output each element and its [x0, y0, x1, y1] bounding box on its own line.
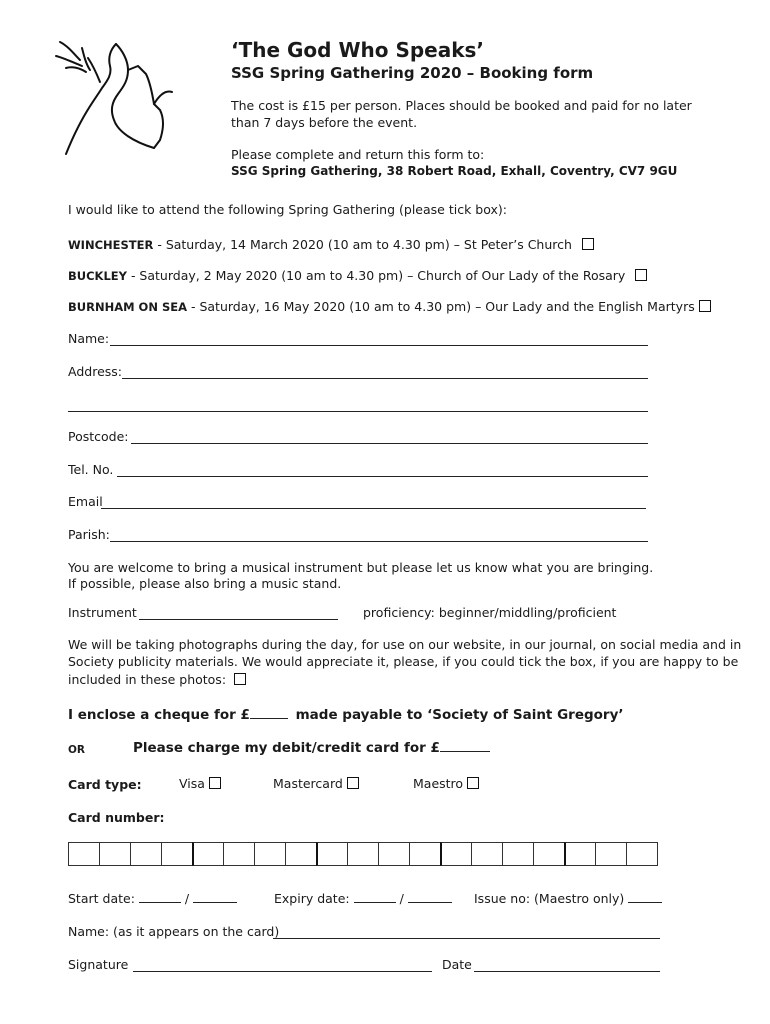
parish-label: Parish: [68, 527, 110, 542]
card-digit-cell[interactable] [99, 842, 131, 866]
photos-text-line3 [68, 672, 246, 687]
start-date-month-field[interactable] [139, 892, 181, 903]
expiry-date-row: Expiry date: / [274, 891, 452, 906]
photo-consent-checkbox[interactable] [234, 673, 246, 685]
maestro-option [413, 776, 479, 791]
ssg-logo-illustration [52, 36, 180, 160]
card-digit-cell[interactable] [595, 842, 627, 866]
card-digit-cell[interactable] [471, 842, 503, 866]
visa-option [179, 776, 221, 791]
email-label: Email [68, 494, 103, 509]
event-place: BUCKLEY [68, 269, 127, 283]
return-instruction: Please complete and return this form to: [231, 147, 485, 162]
photos-text-line1: We will be taking photographs during the day, for use on our website, in our journal, on social media and in [68, 637, 742, 652]
card-digit-cell[interactable] [564, 842, 596, 866]
event-winchester [68, 237, 594, 252]
proficiency-text: proficiency: beginner/middling/proficient [363, 605, 617, 620]
photos-text-line2: Society publicity materials. We would appreciate it, please, if you could tick the box, if you are happy to be [68, 654, 739, 669]
parish-field[interactable] [110, 541, 648, 542]
form-title: ‘The God Who Speaks’ [231, 38, 485, 62]
visa-checkbox[interactable] [209, 777, 221, 789]
visa-label: Visa [179, 776, 205, 791]
cheque-prefix: I enclose a cheque for £ [68, 707, 250, 723]
return-address: SSG Spring Gathering, 38 Robert Road, Exhall, Coventry, CV7 9GU [231, 164, 678, 178]
card-charge-line [133, 740, 490, 756]
postcode-label: Postcode: [68, 429, 129, 444]
event-details: - Saturday, 2 May 2020 (10 am to 4.30 pm) – Church of Our Lady of the Rosary [126, 268, 626, 283]
card-amount-field[interactable] [440, 741, 490, 752]
instrument-label: Instrument [68, 605, 137, 620]
card-digit-cell[interactable] [533, 842, 565, 866]
maestro-checkbox[interactable] [467, 777, 479, 789]
card-digit-cell[interactable] [68, 842, 100, 866]
card-digit-cell[interactable] [378, 842, 410, 866]
buckley-checkbox[interactable] [635, 269, 647, 281]
expiry-date-label: Expiry date: [274, 891, 350, 906]
card-digit-cell[interactable] [440, 842, 472, 866]
card-digit-cell[interactable] [130, 842, 162, 866]
card-number-grid [68, 842, 658, 866]
name-on-card-label: Name: (as it appears on the card) [68, 924, 280, 939]
postcode-field[interactable] [131, 443, 648, 444]
cheque-amount-field[interactable] [250, 708, 288, 719]
name-label: Name: [68, 331, 110, 346]
photos-consent-label: included in these photos: [68, 672, 227, 687]
or-label: OR [68, 744, 86, 756]
start-date-year-field[interactable] [193, 892, 237, 903]
date-field[interactable] [474, 971, 660, 972]
attendance-intro: I would like to attend the following Spring Gathering (please tick box): [68, 202, 507, 217]
address-field-line1[interactable] [122, 378, 648, 379]
signature-label: Signature [68, 957, 129, 972]
start-date-row: Start date: / [68, 891, 237, 906]
card-digit-cell[interactable] [223, 842, 255, 866]
tel-field[interactable] [117, 476, 648, 477]
expiry-date-year-field[interactable] [408, 892, 452, 903]
email-field[interactable] [101, 508, 646, 509]
instrument-field[interactable] [139, 619, 338, 620]
form-subtitle: SSG Spring Gathering 2020 – Booking form [231, 64, 594, 82]
event-place: WINCHESTER [68, 238, 154, 252]
card-digit-cell[interactable] [626, 842, 658, 866]
signature-field[interactable] [133, 971, 432, 972]
card-type-label: Card type: [68, 777, 142, 792]
card-digit-cell[interactable] [285, 842, 317, 866]
name-field[interactable] [110, 345, 648, 346]
expiry-date-month-field[interactable] [354, 892, 396, 903]
card-digit-cell[interactable] [161, 842, 193, 866]
name-on-card-field[interactable] [273, 938, 660, 939]
card-digit-cell[interactable] [254, 842, 286, 866]
card-digit-cell[interactable] [316, 842, 348, 866]
winchester-checkbox[interactable] [582, 238, 594, 250]
card-digit-cell[interactable] [502, 842, 534, 866]
mastercard-label: Mastercard [273, 776, 343, 791]
date-label: Date [442, 957, 472, 972]
cheque-suffix: made payable to ‘Society of Saint Gregory’ [295, 707, 624, 723]
event-details: - Saturday, 16 May 2020 (10 am to 4.30 pm) – Our Lady and the English Martyrs [187, 299, 695, 314]
mastercard-checkbox[interactable] [347, 777, 359, 789]
cost-text-line2: than 7 days before the event. [231, 115, 418, 130]
music-text-line1: You are welcome to bring a musical instrument but please let us know what you are bringing. [68, 560, 654, 575]
address-field-line2[interactable] [68, 411, 648, 412]
maestro-label: Maestro [413, 776, 464, 791]
issue-no-row [474, 891, 662, 906]
start-date-label: Start date: [68, 891, 135, 906]
issue-no-field[interactable] [628, 892, 662, 903]
card-number-label: Card number: [68, 810, 165, 825]
card-digit-cell[interactable] [409, 842, 441, 866]
address-label: Address: [68, 364, 122, 379]
event-details: - Saturday, 14 March 2020 (10 am to 4.30 pm) – St Peter’s Church [153, 237, 572, 252]
card-digit-cell[interactable] [347, 842, 379, 866]
tel-label: Tel. No. [68, 462, 114, 477]
cheque-line [68, 707, 624, 723]
event-burnham [68, 299, 711, 314]
event-buckley [68, 268, 647, 283]
burnham-checkbox[interactable] [699, 300, 711, 312]
event-place: BURNHAM ON SEA [68, 300, 187, 314]
cost-text-line1: The cost is £15 per person. Places should be booked and paid for no later [231, 98, 692, 113]
issue-no-label: Issue no: (Maestro only) [474, 891, 625, 906]
card-charge-label: Please charge my debit/credit card for £ [133, 740, 440, 756]
card-digit-cell[interactable] [192, 842, 224, 866]
music-text-line2: If possible, please also bring a music stand. [68, 576, 342, 591]
mastercard-option [273, 776, 359, 791]
